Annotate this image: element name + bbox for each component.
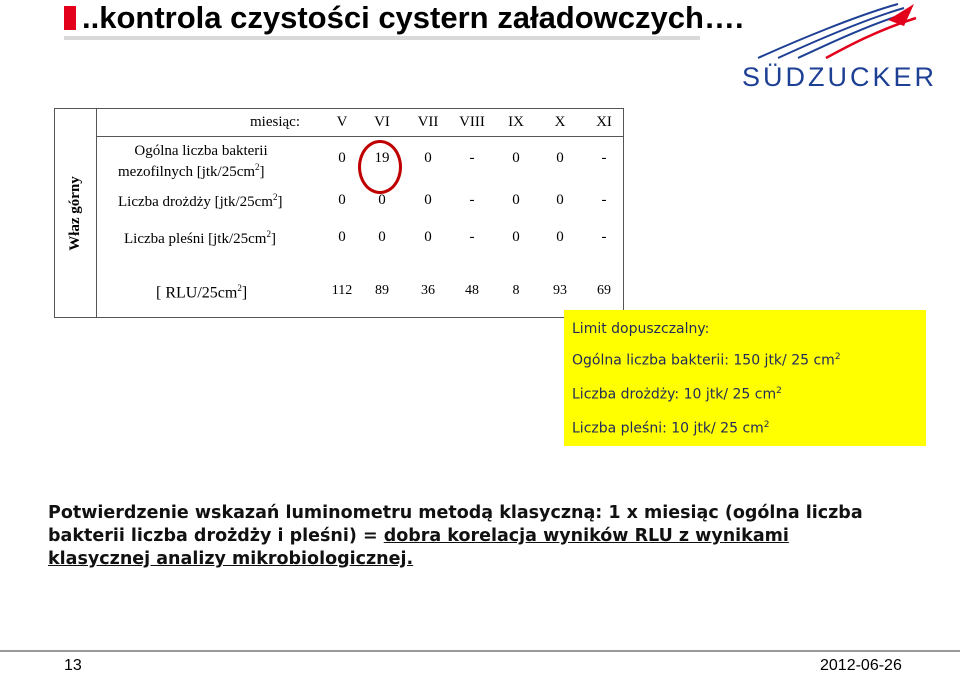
limit-mold: Liczba pleśni: 10 jtk/ 25 $cm^2$ <box>572 420 770 437</box>
month-header: VII <box>417 114 439 130</box>
table-cell: 0 <box>512 229 520 245</box>
table-divider-horizontal <box>96 136 624 137</box>
highlight-circle <box>358 140 402 194</box>
limit-heading: Limit dopuszczalny: <box>572 321 710 337</box>
month-header: VI <box>374 114 390 130</box>
footer-divider <box>0 650 960 652</box>
page-number: 13 <box>64 657 82 674</box>
table-cell: 0 <box>556 150 564 166</box>
limit-yeast: Liczba drożdży: 10 jtk/ 25 $cm^2$ <box>572 386 782 403</box>
side-label <box>54 108 96 318</box>
logo-wordmark: SÜDZUCKER <box>742 62 938 92</box>
table-cell: 19 <box>374 150 390 166</box>
page-title: ..kontrola czystości cystern załadowczych…. <box>82 0 744 35</box>
conclusion-paragraph <box>48 502 888 571</box>
table-cell: 0 <box>338 192 346 208</box>
table-cell: - <box>601 229 607 245</box>
table-cell: 112 <box>331 283 353 298</box>
table-cell: 0 <box>338 150 346 166</box>
table-cell: 89 <box>375 283 389 298</box>
month-header: IX <box>508 114 524 130</box>
row-label-bacteria-line1: Ogólna liczba bakterii <box>134 143 268 159</box>
row-label-mold: Liczba pleśni $[jtk/25cm^2]$ <box>124 229 276 247</box>
table-cell: 0 <box>378 229 386 245</box>
month-header: X <box>554 114 566 130</box>
row-label-bacteria-line2: mezofilnych $[jtk/25cm^2]$ <box>118 162 265 180</box>
table-divider-vertical <box>96 108 97 318</box>
table-cell: 0 <box>424 150 432 166</box>
row-label-rlu: [ RLU/$25cm^2$] <box>156 283 248 302</box>
sudzucker-logo <box>738 0 938 100</box>
footer-date: 2012-06-26 <box>820 657 902 674</box>
logo-swoosh-icon <box>738 0 928 62</box>
table-cell: 0 <box>424 229 432 245</box>
month-header: XI <box>596 114 612 130</box>
title-bar <box>0 0 744 40</box>
table-cell: 0 <box>512 150 520 166</box>
month-header: VIII <box>459 114 485 130</box>
table-cell: - <box>469 150 475 166</box>
table-cell: - <box>601 192 607 208</box>
month-header-label: miesiąc: <box>250 114 300 130</box>
table-cell: 0 <box>378 192 386 208</box>
limit-box <box>564 310 926 446</box>
table-cell: 0 <box>338 229 346 245</box>
month-header: V <box>336 114 348 130</box>
conclusion-underlined: dobra korelacja wyników RLU z wynikami klasycznej analizy mikrobiologicznej. <box>48 526 789 569</box>
table-cell: 48 <box>465 283 479 298</box>
table-cell: - <box>601 150 607 166</box>
title-accent-square <box>64 6 76 30</box>
table-cell: 0 <box>556 192 564 208</box>
table-cell: 0 <box>512 192 520 208</box>
conclusion-plain: Potwierdzenie wskazań luminometru metodą klasyczną: 1 x miesiąc (ogólna liczba bakterii liczba drożdży i pleśni) = <box>48 503 863 546</box>
table-cell: 69 <box>597 283 611 298</box>
table-cell: 93 <box>553 283 567 298</box>
table-cell: 0 <box>424 192 432 208</box>
table-cell: 8 <box>512 283 520 298</box>
table-cell: 36 <box>421 283 435 298</box>
row-label-yeast: Liczba drożdży $[jtk/25cm^2]$ <box>118 192 283 210</box>
table-cell: - <box>469 192 475 208</box>
limit-bacteria: Ogólna liczba bakterii: 150 jtk/ 25 $cm^2$ <box>572 352 841 369</box>
title-underline <box>64 36 700 40</box>
side-label-text: Właz górny <box>66 175 83 251</box>
table-cell: - <box>469 229 475 245</box>
table-cell: 0 <box>556 229 564 245</box>
